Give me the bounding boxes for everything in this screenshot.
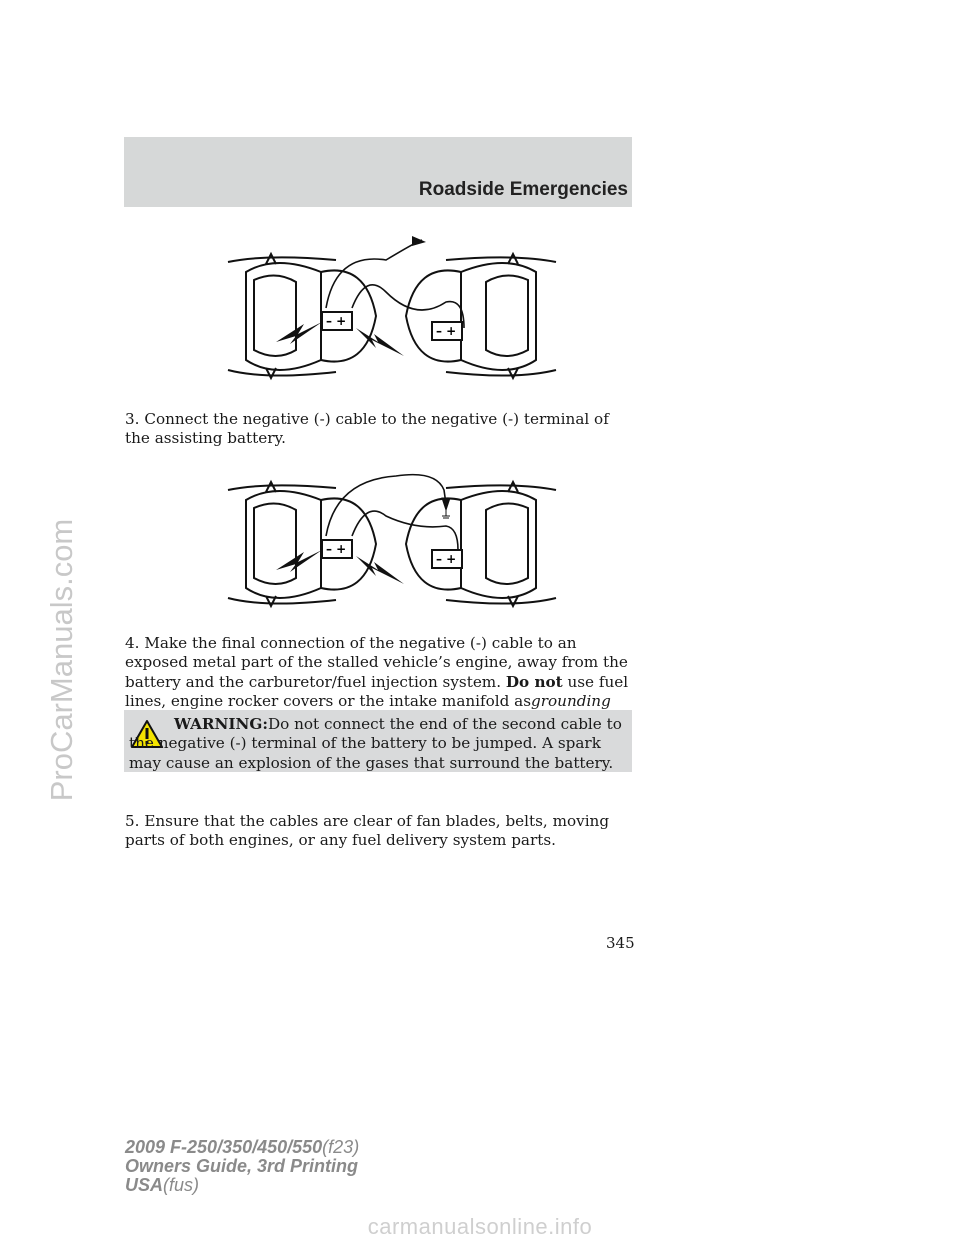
emphasis-do-not: Do not xyxy=(505,672,563,691)
battery-terminal-label: – + xyxy=(326,314,347,328)
battery-terminal-label: – + xyxy=(326,542,347,556)
cable-clamp xyxy=(412,236,426,246)
spark-symbol xyxy=(276,322,322,344)
jump-start-illustration xyxy=(226,232,558,382)
jump-start-diagram-step3 xyxy=(226,232,558,382)
warning-label: WARNING: xyxy=(174,715,268,733)
jump-start-illustration xyxy=(226,460,558,610)
section-title: Roadside Emergencies xyxy=(418,179,628,200)
spark-symbol xyxy=(356,328,404,356)
battery-terminal-label: – + xyxy=(436,552,457,566)
ground-symbol xyxy=(442,498,450,518)
jump-start-diagram-step4 xyxy=(226,460,558,610)
battery-terminal-label: – + xyxy=(436,324,457,338)
warning-box xyxy=(124,710,632,772)
spark-symbol xyxy=(356,556,404,584)
page-number: 345 xyxy=(606,934,635,952)
document-footer: 2009 F-250/350/450/550(f23) Owners Guide, 3rd Printing USA(fus) xyxy=(125,1137,360,1195)
step-3-text: 3. Connect the negative (-) cable to the negative (-) terminal of the assisting battery. xyxy=(125,410,609,448)
section-header-band xyxy=(124,137,632,207)
step-5-text: 5. Ensure that the cables are clear of fan blades, belts, moving parts of both engines, or any fuel delivery system parts. xyxy=(125,812,610,850)
side-watermark: ProCarManuals.com xyxy=(44,518,79,802)
emphasis-grounding: grounding xyxy=(531,692,611,711)
spark-symbol xyxy=(276,550,322,572)
warning-text: WARNING:Do not connect the end of the second cable to the negative (-) terminal of the battery to be jumped. A spark may cause an explosion of the gases that surround the battery. xyxy=(129,715,622,772)
site-watermark: carmanualsonline.info xyxy=(367,1214,593,1239)
step-4-text: 4. Make the final connection of the negative (-) cable to an exposed metal part of the stalled vehicle’s engine, away from the battery and the carburetor/fuel injection system. Do not use fuel lines, engine rocker covers or the intake manifold asgrounding xyxy=(125,634,629,711)
